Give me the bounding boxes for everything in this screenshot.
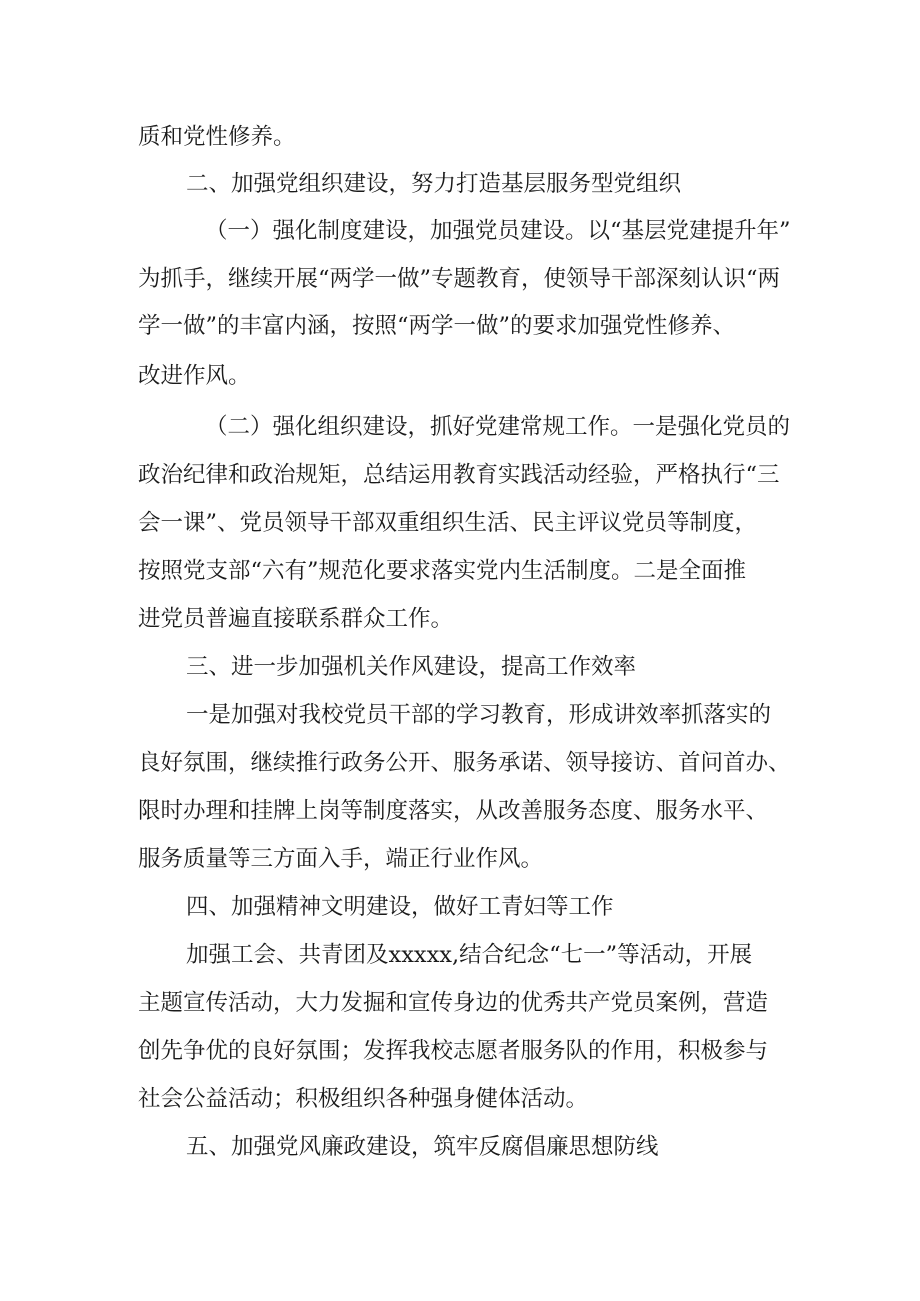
- text-line-16: 服务质量等三方面入手，端正行业作风。: [138, 846, 544, 872]
- text-line-21: 社会公益活动；积极组织各种强身健体活动。: [138, 1086, 589, 1112]
- text-line-6: 改进作风。: [138, 363, 251, 389]
- text-line-11: 进党员普遍直接联系群众工作。: [138, 606, 454, 632]
- text-line-20: 创先争优的良好氛围；发挥我校志愿者服务队的作用，积极参与: [138, 1038, 769, 1064]
- subsection-heading-1: （一）强化制度建设，加强党员建设。以“基层党建提升年”: [205, 218, 791, 244]
- section-heading-2: 二、加强党组织建设，努力打造基层服务型党组织: [186, 171, 682, 197]
- text-line-9: 会一课”、党员领导干部双重组织生活、民主评议党员等制度，: [138, 510, 758, 536]
- text-line-14: 良好氛围，继续推行政务公开、服务承诺、领导接访、首问首办、: [138, 750, 791, 776]
- text-line-18: 加强工会、共青团及xxxxx,结合纪念“七一”等活动，开展: [186, 942, 753, 968]
- text-line-8: 政治纪律和政治规矩，总结运用教育实践活动经验，严格执行“三: [138, 462, 780, 488]
- text-line-13: 一是加强对我校党员干部的学习教育，形成讲效率抓落实的: [186, 702, 772, 728]
- subsection-heading-2: （二）强化组织建设，抓好党建常规工作。一是强化党员的: [205, 414, 791, 440]
- section-heading-4: 四、加强精神文明建设，做好工青妇等工作: [186, 894, 614, 920]
- text-line-19: 主题宣传活动，大力发掘和宣传身边的优秀共产党员案例，营造: [138, 990, 769, 1016]
- text-line-4: 为抓手，继续开展“两学一做”专题教育，使领导干部深刻认识“两: [138, 266, 781, 292]
- section-heading-5: 五、加强党风廉政建设，筑牢反腐倡廉思想防线: [186, 1134, 659, 1160]
- text-line-10: 按照党支部“六有”规范化要求落实党内生活制度。二是全面推: [138, 558, 747, 584]
- text-line-5: 学一做”的丰富内涵，按照“两学一做”的要求加强党性修养、: [138, 313, 736, 339]
- text-line-15: 限时办理和挂牌上岗等制度落实，从改善服务态度、服务水平、: [138, 798, 769, 824]
- text-line-1: 质和党性修养。: [138, 124, 296, 150]
- section-heading-3: 三、进一步加强机关作风建设，提高工作效率: [186, 654, 637, 680]
